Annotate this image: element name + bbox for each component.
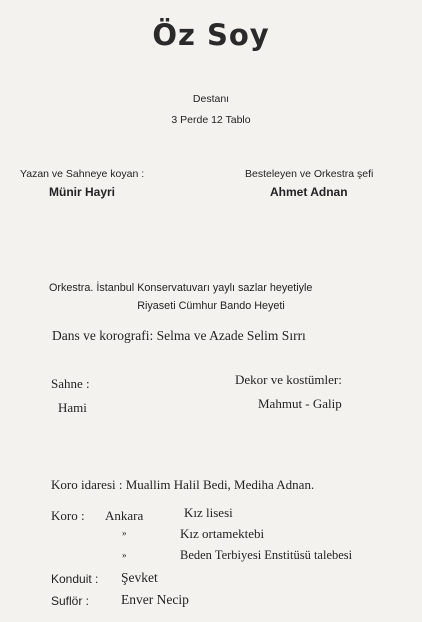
choir-director: Koro idaresi : Muallim Halil Bedi, Mediha Adnan. [51, 477, 315, 492]
choir-group-2: Kız ortamektebi [180, 526, 265, 541]
author-role: Yazan ve Sahneye koyan : [20, 168, 145, 180]
composer-name: Ahmet Adnan [270, 185, 348, 199]
prompter-label: Suflör : [51, 594, 90, 608]
choir-group-1: Kız lisesi [184, 505, 233, 520]
decor-names: Mahmut - Galip [258, 396, 342, 411]
stage-label: Sahne : [51, 376, 90, 391]
author-name: Münir Hayri [49, 185, 116, 199]
dance-credit: Dans ve korografi: Selma ve Azade Selim Sırrı [52, 328, 306, 343]
subtitle: Destanı [192, 93, 230, 105]
decor-label: Dekor ve kostümler: [235, 372, 342, 387]
choir-label: Koro : [51, 508, 85, 523]
conductor-label: Konduit : [51, 572, 99, 586]
page-title: Öz Soy [152, 18, 270, 52]
choir-city: Ankara [105, 508, 144, 523]
conductor-name: Şevket [121, 570, 158, 585]
orchestra-line-1: Orkestra. İstanbul Konservatuvarı yaylı sazlar heyetiyle [49, 282, 313, 294]
composer-role: Besteleyen ve Orkestra şefi [245, 168, 374, 180]
ditto-mark: » [122, 528, 127, 538]
prompter-name: Enver Necip [121, 592, 189, 607]
choir-group-3: Beden Terbiyesi Enstitüsü talebesi [180, 548, 353, 562]
acts-info: 3 Perde 12 Tablo [171, 114, 251, 126]
stage-name: Hami [58, 400, 87, 415]
ditto-mark: » [122, 550, 127, 560]
orchestra-line-2: Riyaseti Cümhur Bando Heyeti [137, 300, 285, 312]
